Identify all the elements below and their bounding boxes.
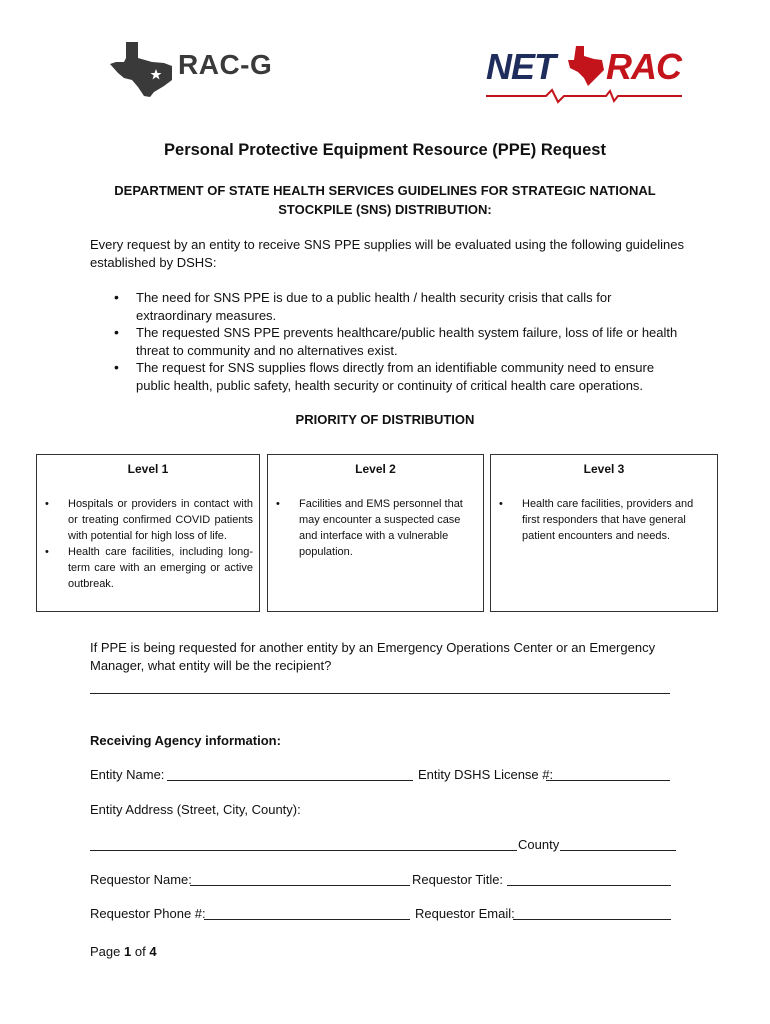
- level-3-label: Level 3: [583, 462, 625, 476]
- address-label: Entity Address (Street, City, County):: [90, 802, 301, 817]
- entity-name-field[interactable]: [167, 780, 413, 781]
- netrac-logo: [484, 42, 684, 104]
- requestor-name-field[interactable]: [190, 885, 410, 886]
- guideline-item: • The need for SNS PPE is due to a public health / health security crisis that calls for extraordinary measures.: [90, 289, 690, 324]
- page-total: 4: [149, 944, 157, 959]
- recipient-answer-field[interactable]: [90, 693, 670, 694]
- requestor-title-label: Requestor Title:: [412, 872, 504, 887]
- priority-heading: PRIORITY OF DISTRIBUTION: [295, 412, 475, 427]
- netrac-logo-text-rac: RAC: [606, 46, 681, 87]
- level-3-list: [491, 496, 713, 544]
- page-title: Personal Protective Equipment Resource (PPE) Request: [164, 141, 606, 159]
- intro-paragraph: Every request by an entity to receive SNS PPE supplies will be evaluated using the following guidelines established by DSHS:: [90, 237, 685, 270]
- level-2-item: • Facilities and EMS personnel that may encounter a suspected case and interface with a vulnerable population.: [268, 496, 478, 560]
- level-1-list: [37, 496, 253, 592]
- level-3-box: [490, 454, 718, 612]
- netrac-logo-text-net: NET: [486, 46, 555, 87]
- requestor-phone-label: Requestor Phone #:: [90, 906, 206, 921]
- texas-outline-icon: [566, 44, 606, 88]
- county-label: County: [518, 837, 560, 852]
- priority-levels-table: [36, 454, 718, 614]
- guideline-item: • The request for SNS supplies flows directly from an identifiable community need to ensure public health, public safety, health security or continuity of critical health care operations.: [90, 359, 690, 394]
- page-current: 1: [124, 944, 132, 959]
- guideline-item: • The requested SNS PPE prevents healthcare/public health system failure, loss of life or health threat to community and no alternatives exist.: [90, 324, 690, 359]
- page-subtitle: DEPARTMENT OF STATE HEALTH SERVICES GUIDELINES FOR STRATEGIC NATIONAL STOCKPILE (SNS) DISTRIBUTION:: [114, 183, 656, 217]
- of-word: of: [134, 944, 146, 959]
- level-1-item: • Health care facilities, including long-term care with an emerging or active outbreak.: [37, 544, 253, 592]
- rac-g-logo: [108, 40, 278, 100]
- requestor-phone-field[interactable]: [204, 919, 410, 920]
- license-field[interactable]: [546, 780, 670, 781]
- rac-g-logo-text: RAC-G: [178, 49, 273, 80]
- level-2-list: [268, 496, 478, 560]
- entity-name-label: Entity Name:: [90, 767, 165, 782]
- heartbeat-line-icon: [486, 88, 682, 104]
- level-1-item: • Hospitals or providers in contact with or treating confirmed COVID patients with potential for high loss of life.: [37, 496, 253, 544]
- recipient-question: If PPE is being requested for another entity by an Emergency Operations Center or an Emergency Manager, what entity will be the recipient?: [90, 640, 656, 673]
- level-2-box: [267, 454, 484, 612]
- page-word: Page: [90, 944, 121, 959]
- county-field[interactable]: [560, 850, 676, 851]
- level-2-label: Level 2: [355, 462, 396, 476]
- texas-map-icon: [108, 40, 174, 98]
- requestor-email-field[interactable]: [513, 919, 671, 920]
- requestor-email-label: Requestor Email:: [415, 906, 515, 921]
- guidelines-list: [90, 289, 690, 394]
- page-number: [90, 944, 157, 959]
- requestor-title-field[interactable]: [507, 885, 671, 886]
- license-label: Entity DSHS License #:: [418, 767, 554, 782]
- address-field[interactable]: [90, 850, 517, 851]
- level-1-box: [36, 454, 260, 612]
- level-1-label: Level 1: [127, 462, 169, 476]
- receiving-agency-heading: Receiving Agency information:: [90, 733, 281, 748]
- requestor-name-label: Requestor Name:: [90, 872, 192, 887]
- level-3-item: • Health care facilities, providers and first responders that have general patient encounters and needs.: [491, 496, 713, 544]
